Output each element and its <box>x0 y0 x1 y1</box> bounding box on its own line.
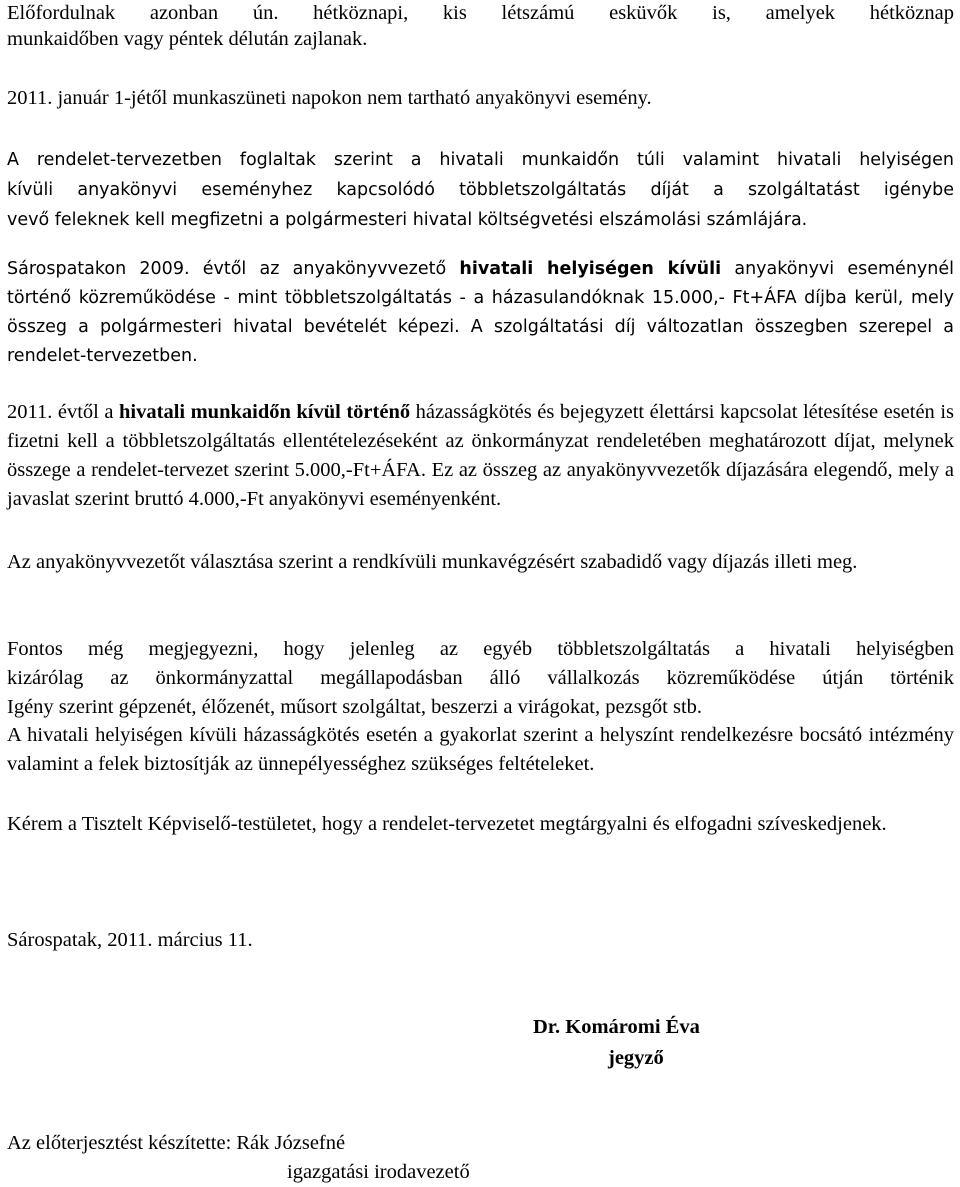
paragraph-other-services <box>7 635 954 722</box>
text-run: 2011. évtől a <box>7 401 120 423</box>
signature-name: Dr. Komáromi Éva <box>533 1016 700 1038</box>
bold-text-run: hivatali munkaidőn kívül történő <box>119 401 411 423</box>
text-run: házasságkötés és bejegyzett élettársi kapcsolat létesítése esetén is fizetni kell a többletszolgáltatás ellentételezéseként az önkormányzat rendeletében meghatározott díjat, melynek összege a rendelet-tervezet szerint 5.000,-Ft+ÁFA. Ez az összeg az anyakönyvvezetők díjazására elegendő, mely a javaslat szerint bruttó 4.000,-Ft anyakönyvi eseményenként. <box>7 401 955 510</box>
paragraph-outside-venue-fee <box>7 255 954 371</box>
bold-text-run: hivatali helyiségen kívüli <box>459 259 722 279</box>
paragraph-fee-rule <box>7 145 954 235</box>
paragraph-line: munkaidőben vagy péntek délután zajlanak. <box>7 28 368 50</box>
prepared-by-block <box>7 1129 954 1187</box>
paragraph-venue-conditions: A hivatali helyiségen kívüli házasságkötés esetén a gyakorlat szerint a helyszínt rendelkezésre bocsátó intézmény valamint a felek biztosítják az ünnepélyességhez szükséges feltételeket. <box>7 724 954 775</box>
paragraph-request: Kérem a Tisztelt Képviselő-testületet, hogy a rendelet-tervezetet megtárgyalni és elfogadni szíveskedjenek. <box>7 813 887 835</box>
signature-title: jegyző <box>608 1047 664 1069</box>
paragraph-line: kizárólag az önkormányzattal megállapodásban álló vállalkozás közreműködése útján történik <box>7 667 954 689</box>
prepared-by-line: Az előterjesztést készítette: Rák Józsefné <box>7 1132 346 1154</box>
paragraph-weekday-weddings <box>7 0 954 52</box>
paragraph-after-hours-fee <box>7 398 954 514</box>
paragraph-line: A rendelet-tervezetben foglaltak szerint a hivatali munkaidőn túli valamint hivatali helyiségen <box>7 150 954 170</box>
text-run: anyakönyvi eseménynél történő közreműködése - mint többletszolgáltatás - a házasulandóknak 15.000,- Ft+ÁFA díjba kerül, mely összeg a polgármesteri hivatal bevételét képezi. A szolgáltatási díj változatlan összegben szerepel a rendelet-tervezetben. <box>7 259 954 366</box>
paragraph-holiday-rule: 2011. január 1-jétől munkaszüneti napokon nem tartható anyakönyvi esemény. <box>7 87 652 109</box>
paragraph-line: kívüli anyakönyvi eseményhez kapcsolódó többletszolgáltatás díját a szolgáltatást igénybe <box>7 180 954 200</box>
prepared-by-position: igazgatási irodavezető <box>287 1161 470 1183</box>
paragraph-line: Igény szerint gépzenét, élőzenét, műsort szolgáltat, beszerzi a virágokat, pezsgőt stb. <box>7 696 703 718</box>
document-date: Sárospatak, 2011. március 11. <box>7 929 253 951</box>
paragraph-line: Előfordulnak azonban ún. hétköznapi, kis létszámú esküvők is, amelyek hétköznap <box>7 2 954 24</box>
paragraph-line: Fontos még megjegyezni, hogy jelenleg az egyéb többletszolgáltatás a hivatali helyiségben <box>7 638 954 660</box>
paragraph-registrar-compensation: Az anyakönyvvezetőt választása szerint a rendkívüli munkavégzésért szabadidő vagy díjazás illeti meg. <box>7 551 858 573</box>
text-run: Sárospatakon 2009. évtől az anyakönyvvezető <box>7 259 460 279</box>
paragraph-line: vevő feleknek kell megfizetni a polgármesteri hivatal költségvetési elszámolási számlájára. <box>7 210 808 230</box>
